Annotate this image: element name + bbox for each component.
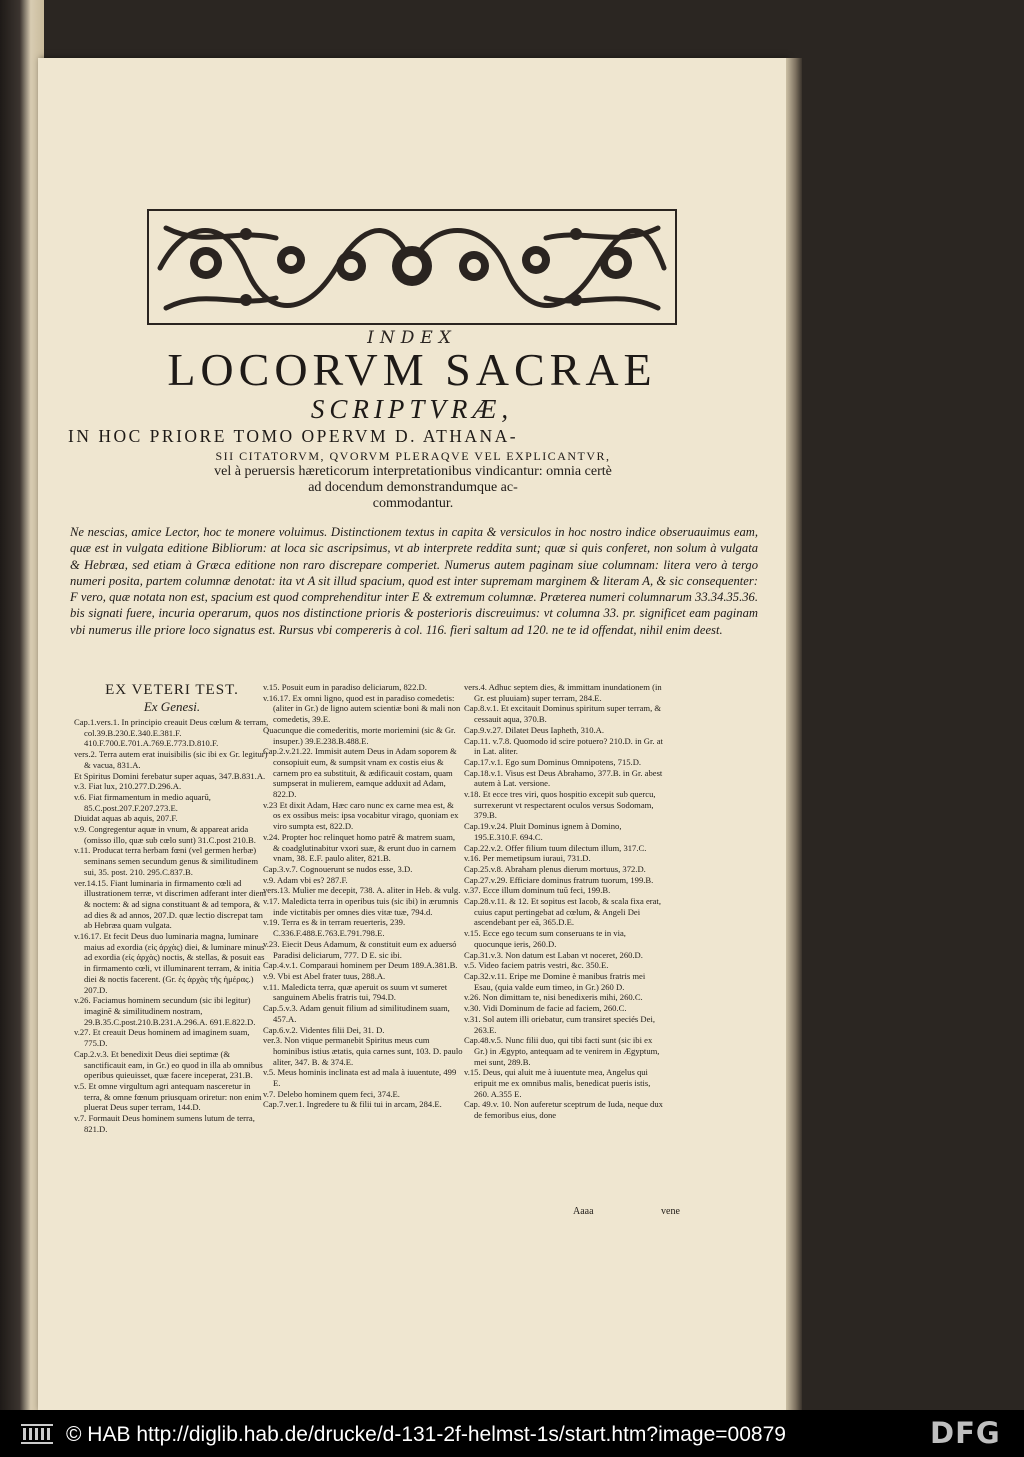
index-entry: Cap.32.v.11. Eripe me Domine è manibus fratris mei Esau, (quia valde eum timeo, in Gr.) 260 D.	[464, 970, 646, 992]
index-entry: Cap.27.v.29. Efficiare dominus fratrum tuorum, 199.B.	[464, 874, 654, 885]
title-line-1: IN HOC PRIORE TOMO OPERVM D. ATHANA-	[68, 426, 519, 446]
index-entry: Cap.5.v.3. Adam genuit filium ad similitudinem suam, 457.A.	[263, 1003, 450, 1024]
index-entry: v.11. Maledicta terra, quæ aperuit os suum vt sumeret sanguinem Abelis fratris tui, 794.D.	[263, 981, 448, 1003]
index-entry: v.9. Vbi est Abel frater tuus, 288.A.	[263, 970, 386, 981]
page-subtitle: SCRIPTVRÆ,	[310, 394, 514, 424]
entry-list	[263, 682, 463, 1110]
reader-notice: Ne nescias, amice Lector, hoc te monere voluimus. Distinctionem textus in capita & versiculos in hoc nostro indice obseruauimus eam, quæ est in vulgata editione Bibliorum: at loca sic ascripsimus, vt ab interprete reddita sunt; quæ si quis conferet, non solum à vulgata & Hebræa, sed etiam à Græca editione non raro discrepare comperiet. Numerus autem paginam siue columnam: litera vero à tergo numeri posita, partem columnæ denotat: ita vt A sit illud spacium, quod est inter supremam marginem & literam A, & sic consequenter: F vero, quæ notata non est, spacium est quod comprehenditur inter E & extremum columnæ. Præterea numeri columnarum 33.34.35.36. bis signati fuere, incuria operarum, quos nos distinctione prioris & posterioris discreuimus: vt columna 33. pr. significet eam paginam vbi numerus ille priore loco signatus est. Rursus vbi compereris à col. 116. fieri saltum ad 120. ne te id offendat, nihil enim deest.	[70, 525, 758, 637]
title-line-3: vel à peruersis hæreticorum interpretationibus vindicantur: omnia certè	[214, 464, 612, 479]
index-entry: Cap.8.v.1. Et excitauit Dominus spiritum super terram, & cessauit aqua, 370.B.	[464, 703, 662, 725]
index-entry: v.15. Ecce ego tecum sum conseruans te in via, quocunque ieris, 260.D.	[464, 928, 626, 949]
index-entry: vers.4. Adhuc septem dies, & immittam inundationem (in Gr. est pluuiam) super terram, 284.E.	[464, 682, 662, 703]
book-heading: Ex Genesi.	[143, 699, 201, 714]
index-entry: Diuidat aquas ab aquis, 207.F.	[74, 813, 178, 824]
entry-list	[74, 717, 270, 1134]
section-heading: EX VETERI TEST.	[105, 682, 239, 698]
index-entry: v.5. Meus hominis inclinata est ad mala à iuuentute, 499 E.	[263, 1067, 457, 1089]
index-entry: v.17. Maledicta terra in operibus tuis (sic ibi) in ærumnis inde victitabis per omnes dies vitæ tuæ, 794.d.	[263, 896, 459, 917]
index-entry: ver.14.15. Fiant luminaria in firmamento cœli ad illustrationem terræ, vt discrimen adferant inter diem & noctem: & ad signa constituant & ad tempora, & ad dies & ad annos, 207.D. quæ lectio discrepat tam ab Hebræa quam vulgata.	[74, 877, 267, 931]
index-entry: v.5. Video faciem patris vestri, &c. 350.E.	[464, 960, 609, 971]
index-entry: Cap.28.v.11. & 12. Et sopitus est Iacob, & scala fixa erat, cuius caput pertingebat ad cœlum, & Angeli Dei ascendebant per eā, 365.D.E.	[464, 896, 661, 928]
index-entry: vers.2. Terra autem erat inuisibilis (sic ibi ex Gr. legitur) & vacua, 831.A.	[74, 749, 268, 770]
index-entry: Cap.3.v.7. Cognouerunt se nudos esse, 3.D.	[263, 863, 413, 874]
index-entry: v.37. Ecce illum dominum tuū feci, 199.B.	[464, 885, 611, 896]
index-entry: Cap.17.v.1. Ego sum Dominus Omnipotens, 715.D.	[464, 756, 642, 767]
title-line-4: ad docendum demonstrandumque ac-	[308, 480, 518, 495]
index-entry: Cap.18.v.1. Visus est Deus Abrahamo, 377.B. in Gr. abest autem à Lat. versione.	[464, 767, 663, 789]
index-entry: v.26. Faciamus hominem secundum (sic ibi legitur) imaginē & similitudinem nostram, 29.B.35.C.post.210.B.231.A.296.A. 691.E.822.D.	[74, 995, 256, 1027]
index-entry: Cap.19.v.24. Pluit Dominus ignem à Domino, 195.E.310.F. 694.C.	[464, 821, 622, 842]
index-entry: v.16.17. Et fecit Deus duo luminaria magna, luminare maius ad exordia (εἰς ἀρχὰς) diei, & luminare minus ad exordia (εἰς ἀρχὰς) noctis, & stellas, & posuit eas in firmamento cœli, vt illuminarent terram, & initia diei & noctis facerent. (Gr. ἐς ἀρχὰς τῆς ἡμέρας.) 207.D.	[74, 931, 265, 995]
index-entry: Cap.7.ver.1. Ingredere tu & filii tui in arcam, 284.E.	[263, 1099, 442, 1110]
index-entry: v.30. Vidi Dominum de facie ad faciem, 260.C.	[464, 1003, 627, 1014]
viewer-footer-bar	[0, 1410, 1024, 1457]
index-entry: v.19. Terra es & in terram reuerteris, 239. C.336.F.488.E.763.E.791.798.E.	[263, 917, 406, 939]
index-entry: v.16.17. Ex omni ligno, quod est in paradiso comedetis: (aliter in Gr.) de ligno autem scientiæ boni & mali non comedetis, 39.E.	[263, 692, 461, 725]
index-entry: v.15. Posuit eum in paradiso deliciarum, 822.D.	[263, 682, 427, 692]
index-entry: Cap.9.v.27. Dilatet Deus Iapheth, 310.A.	[464, 724, 605, 735]
index-entry: Cap.6.v.2. Videntes filii Dei, 31. D.	[263, 1024, 385, 1035]
title-line-5: commodantur.	[372, 496, 454, 511]
decorative-headpiece-icon	[146, 208, 678, 326]
index-entry: vers.13. Mulier me decepit, 738. A. aliter in Heb. & vulg.	[263, 885, 461, 896]
index-entry: Quacunque die comederitis, morte moriemini (sic & Gr. insuper.) 39.E.238.B.488.E.	[263, 724, 456, 746]
dfg-logo: DFG	[930, 1416, 1001, 1450]
book-page	[38, 58, 786, 1410]
hab-logo-icon	[18, 1420, 56, 1448]
index-entry: v.9. Congregentur aquæ in vnum, & appareat arida (omisso illo, quæ sub cœlo sunt) 31.C.post 210.B.	[74, 824, 256, 845]
catchword: vene	[661, 1206, 680, 1217]
index-entry: v.5. Et omne virgultum agri antequam nasceretur in terra, & omne fœnum priusquam oriretur: non enim pluerat Deus super terram, 144.D.	[74, 1080, 262, 1113]
index-entry: Cap. 49.v. 10. Non auferetur sceptrum de Iuda, neque dux de femoribus eius, done	[464, 1099, 663, 1121]
title-line-2: SII CITATORVM, QVORVM PLERAQVE VEL EXPLICANTVR,	[215, 449, 611, 463]
index-entry: v.26. Non dimittam te, nisi benedixeris mihi, 260.C.	[464, 992, 643, 1003]
index-column-3	[464, 682, 664, 1121]
index-entry: v.23. Eiecit Deus Adamum, & constituit eum ex aduersó Paradisi deliciarum, 777. D E. sic ibi.	[263, 938, 457, 960]
index-entry: Cap.31.v.3. Non datum est Laban vt noceret, 260.D.	[464, 949, 643, 960]
index-entry: ver.3. Non vtique permanebit Spiritus meus cum hominibus istius ætatis, quia carnes sunt, 103. D. paulo aliter, 347. B. & 374.E.	[263, 1035, 463, 1067]
index-entry: v.6. Fiat firmamentum in medio aquarū, 85.C.post.207.F.207.273.E.	[74, 791, 211, 813]
source-url-link[interactable]: © HAB http://diglib.hab.de/drucke/d-131-2f-helmst-1s/start.htm?image=00879	[66, 1423, 786, 1446]
index-entry: v.11. Producat terra herbam fœni (vel germen herbæ) seminans semen secundum genus & similitudinem sui, 35. post. 210. 295.C.837.B.	[74, 845, 259, 877]
title-description	[68, 426, 758, 512]
index-entry: Cap.2.v.3. Et benedixit Deus diei septimæ (& sanctificauit eam, in Gr.) eo quod in illa ab omnibus operibus quieuisset, quæ facere inceperat, 231.B.	[74, 1048, 263, 1081]
index-entry: Cap.22.v.2. Offer filium tuum dilectum illum, 317.C.	[464, 842, 647, 853]
index-entry: v.7. Formauit Deus hominem sumens lutum de terra, 821.D.	[74, 1113, 255, 1134]
index-entry: v.31. Sol autem illi oriebatur, cum transiret speciés Dei, 263.E.	[464, 1013, 655, 1035]
index-label: INDEX	[367, 328, 457, 348]
index-entry: v.7. Delebo hominem quem feci, 374.E.	[263, 1088, 400, 1099]
index-entry: Cap.1.vers.1. In principio creauit Deus cœlum & terram, col.39.B.230.E.340.E.381.F. 410.F.700.E.701.A.769.E.773.D.810.F.	[74, 717, 269, 749]
index-entry: v.27. Et creauit Deus hominem ad imaginem suam, 775.D.	[74, 1027, 250, 1049]
index-entry: v.24. Propter hoc relinquet homo patrē & matrem suam, & coadglutinabitur vxori suæ, & erunt duo in carnem vnam, 38. E.F. paulo aliter, 821.B.	[263, 831, 457, 864]
page-title: LOCORVM SACRAE	[167, 344, 657, 395]
index-entry: Cap.48.v.5. Nunc filii duo, qui tibi facti sunt (sic ibi ex Gr.) in Ægypto, antequam ad te venirem in Ægyptum, mei sunt, 289.B.	[464, 1035, 660, 1067]
page-edge-shadow	[786, 58, 802, 1410]
index-entry: Cap.11. v.7.8. Quomodo id scire potuero? 210.D. in Gr. at in Lat. aliter.	[464, 735, 663, 757]
signature-mark: Aaaa	[573, 1206, 594, 1217]
index-entry: Et Spiritus Domini ferebatur super aquas, 347.B.831.A.	[74, 770, 266, 781]
index-entry: v.3. Fiat lux, 210.277.D.296.A.	[74, 781, 182, 792]
index-entry: Cap.4.v.1. Comparaui hominem per Deum 189.A.381.B.	[263, 960, 458, 971]
index-column-2	[263, 682, 463, 1110]
index-entry: v.23 Et dixit Adam, Hæc caro nunc ex carne mea est, & os ex ossibus meis: ipsa vocabitur virago, quoniam ex viro sumpta est, 822.D.	[263, 799, 459, 832]
index-entry: v.16. Per memetipsum iuraui, 731.D.	[464, 853, 591, 864]
index-entry: v.15. Deus, qui aluit me à iuuentute mea, Angelus qui eripuit me ex omnibus malis, benedicat pueris istis, 260. A.355 E.	[464, 1067, 651, 1099]
index-entry: Cap.25.v.8. Abraham plenus dierum mortuus, 372.D.	[464, 863, 646, 874]
index-column-1	[74, 682, 270, 1134]
index-entry: Cap.2.v.21.22. Immisit autem Deus in Adam soporem & consopiuit eum, & sumpsit vnam ex costis eius & carnem pro ea substituit, & ædificauit costam, quam sumpserat in mulierem, eamque adduxit ad Adam, 822.D.	[263, 746, 457, 800]
entry-list	[464, 682, 664, 1121]
index-entry: v.18. Et ecce tres viri, quos hospitio excepit sub quercu, surrexerunt vt respectarent oculos versus Sodomam, 379.B.	[464, 789, 656, 821]
index-entry: v.9. Adam vbi es? 287.F.	[263, 874, 348, 885]
